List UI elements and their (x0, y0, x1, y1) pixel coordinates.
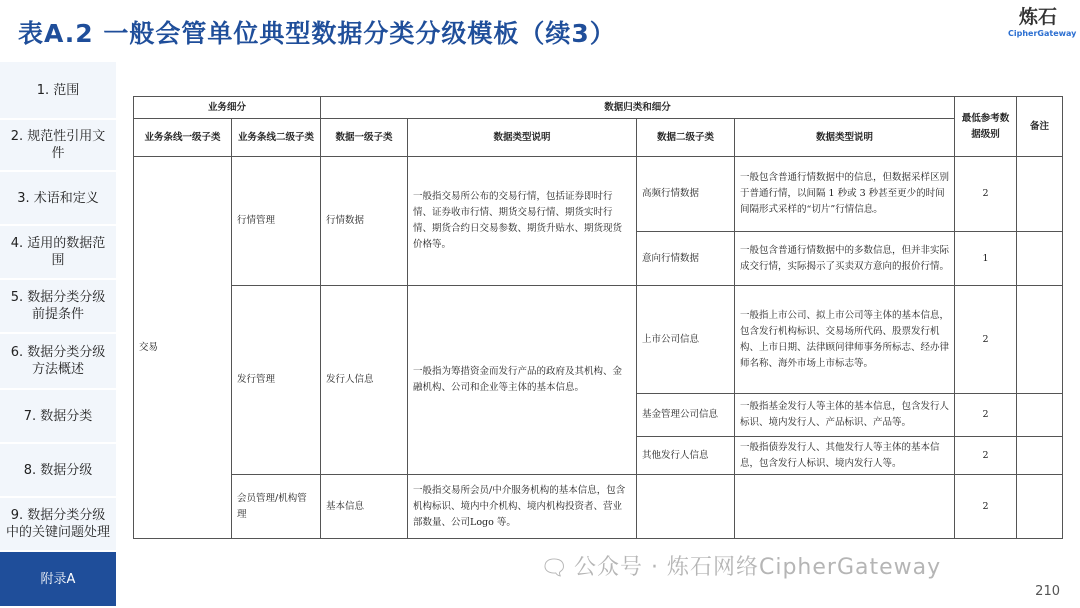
brand-logo (1008, 6, 1077, 46)
remarks-cell (1017, 157, 1063, 232)
header-remarks: 备注 (1017, 97, 1063, 157)
sidebar-item-data-scope[interactable]: 4. 适用的数据范围 (0, 226, 116, 280)
page-number: 210 (1035, 584, 1060, 599)
header-data-type-desc-2: 数据类型说明 (735, 119, 955, 157)
header-data-classification: 数据归类和细分 (321, 97, 955, 119)
sidebar-item-scope[interactable]: 1. 范围 (0, 62, 116, 120)
data-l2-desc-cell: 一般包含普通行情数据中的多数信息，但并非实际成交行情，实际揭示了买卖双方意向的报价行情。 (735, 232, 955, 286)
data-l2-cell: 基金管理公司信息 (637, 394, 735, 437)
sidebar-item-method-overview[interactable]: 6. 数据分类分级方法概述 (0, 334, 116, 390)
level-cell: 1 (955, 232, 1017, 286)
level-cell: 2 (955, 394, 1017, 437)
sidebar-item-grading[interactable]: 8. 数据分级 (0, 444, 116, 498)
remarks-cell (1017, 394, 1063, 437)
header-business-line-l1: 业务条线一级子类 (134, 119, 232, 157)
data-l2-cell: 其他发行人信息 (637, 437, 735, 475)
header-min-level: 最低参考数据级别 (955, 97, 1017, 157)
sidebar-item-key-issues[interactable]: 9. 数据分类分级中的关键问题处理 (0, 498, 116, 552)
data-l2-desc-cell: 一般指基金发行人等主体的基本信息，包含发行人标识、境内发行人、产品标识、产品等。 (735, 394, 955, 437)
data-l2-desc-cell (735, 475, 955, 539)
sidebar-item-terms[interactable]: 3. 术语和定义 (0, 172, 116, 226)
header-business-breakdown: 业务细分 (134, 97, 321, 119)
data-l2-cell: 高频行情数据 (637, 157, 735, 232)
wechat-icon: 🗨 (540, 555, 569, 581)
data-l1-cell: 发行人信息 (321, 286, 408, 475)
data-l1-desc-cell: 一般指交易所会员/中介服务机构的基本信息，包含机构标识、境内中介机构、境内机构投资者、营业部数量、公司Logo 等。 (408, 475, 637, 539)
header-data-l1: 数据一级子类 (321, 119, 408, 157)
level-cell: 2 (955, 286, 1017, 394)
level-cell: 2 (955, 157, 1017, 232)
data-l2-desc-cell: 一般包含普通行情数据中的信息，但数据采样区别于普通行情，以间隔 1 秒或 3 秒甚至更少的时间间隔形式采样的“切片”行情信息。 (735, 157, 955, 232)
level-cell: 2 (955, 437, 1017, 475)
sidebar-item-normative-references[interactable]: 2. 规范性引用文件 (0, 120, 116, 172)
business-line-l1-cell: 交易 (134, 157, 232, 539)
sidebar-item-appendix-a[interactable]: 附录A (0, 552, 116, 608)
sidebar-item-classification[interactable]: 7. 数据分类 (0, 390, 116, 444)
wechat-watermark (540, 550, 941, 581)
sidebar-item-prerequisites[interactable]: 5. 数据分类分级前提条件 (0, 280, 116, 334)
remarks-cell (1017, 475, 1063, 539)
data-l1-desc-cell: 一般指为筹措资金而发行产品的政府及其机构、金融机构、公司和企业等主体的基本信息。 (408, 286, 637, 475)
logo-english-text: CipherGateway (1008, 29, 1077, 38)
table-row (134, 475, 1063, 539)
business-line-l2-cell: 会员管理/机构管理 (232, 475, 321, 539)
table-row (134, 157, 1063, 232)
data-l2-desc-cell: 一般指债券发行人、其他发行人等主体的基本信息，包含发行人标识、境内发行人等。 (735, 437, 955, 475)
logo-chinese-text: 炼石 (1018, 6, 1057, 28)
data-l1-cell: 基本信息 (321, 475, 408, 539)
table-row (134, 286, 1063, 394)
data-l2-desc-cell: 一般指上市公司、拟上市公司等主体的基本信息，包含发行机构标识、交易场所代码、股票发行机构、上市日期、法律顾问律师事务所标志、经办律师名称、海外市场上市标志等。 (735, 286, 955, 394)
data-l2-cell: 意向行情数据 (637, 232, 735, 286)
classification-table (133, 96, 1063, 539)
data-l2-cell (637, 475, 735, 539)
business-line-l2-cell: 行情管理 (232, 157, 321, 286)
data-l1-desc-cell: 一般指交易所公布的交易行情，包括证券即时行情、证券收市行情、期货交易行情、期货实时行情、期货合约日交易参数、期货升贴水、期货现货价格等。 (408, 157, 637, 286)
remarks-cell (1017, 437, 1063, 475)
header-data-l2: 数据二级子类 (637, 119, 735, 157)
data-l1-cell: 行情数据 (321, 157, 408, 286)
remarks-cell (1017, 286, 1063, 394)
data-l2-cell: 上市公司信息 (637, 286, 735, 394)
remarks-cell (1017, 232, 1063, 286)
page-title: 表A.2 一般会管单位典型数据分类分级模板（续3） (18, 19, 616, 48)
header-business-line-l2: 业务条线二级子类 (232, 119, 321, 157)
business-line-l2-cell: 发行管理 (232, 286, 321, 475)
watermark-text: 公众号 · 炼石网络CipherGateway (574, 555, 942, 580)
section-sidebar (0, 62, 116, 608)
level-cell: 2 (955, 475, 1017, 539)
header-data-type-desc-1: 数据类型说明 (408, 119, 637, 157)
